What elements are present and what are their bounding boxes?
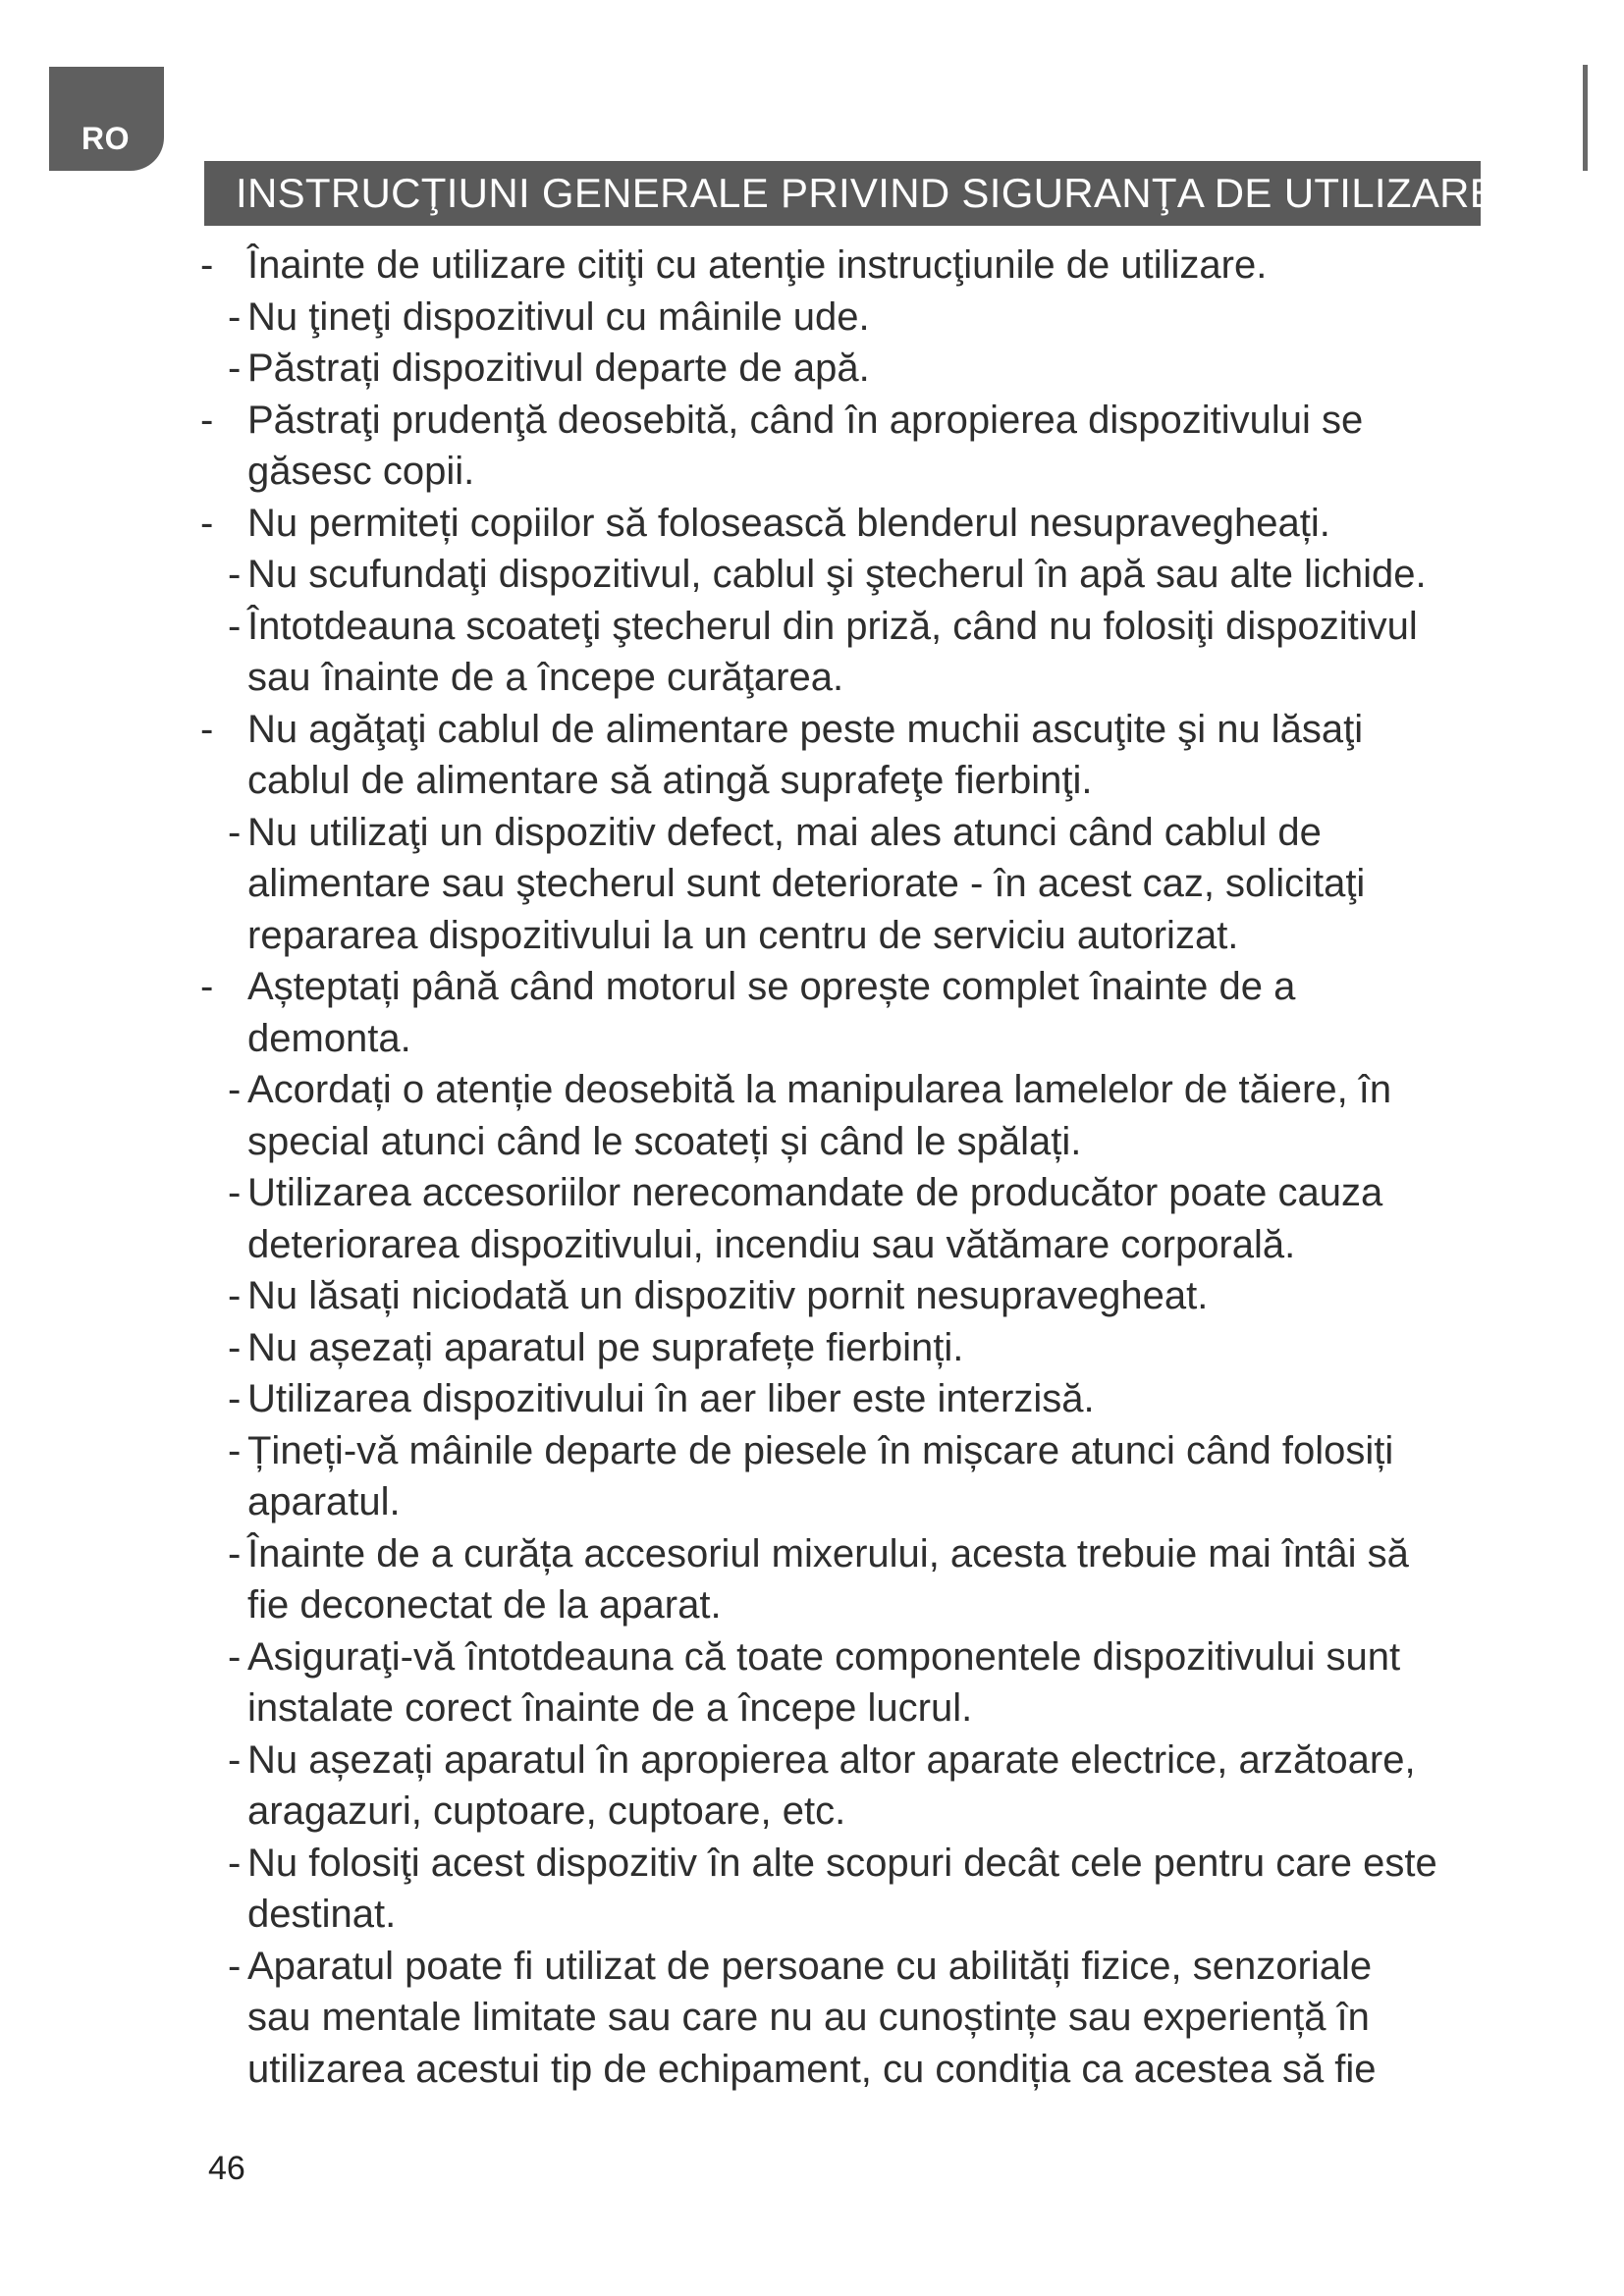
bullet-dash: - (228, 1068, 242, 1111)
instruction-item (200, 1270, 1536, 1322)
bullet-dash: - (200, 965, 214, 1008)
instruction-item (200, 240, 1536, 292)
page-number: 46 (208, 2150, 245, 2187)
instruction-item (200, 1373, 1536, 1425)
instruction-text: Întotdeauna scoateţi ştecherul din priză, când nu folosiţi dispozitivul sau înainte de a începe curăţarea. (247, 604, 1418, 699)
language-tab (49, 67, 164, 171)
instruction-text: Păstrați dispozitivul departe de apă. (247, 347, 870, 390)
instruction-text: Asiguraţi-vă întotdeauna că toate componentele dispozitivului sunt instalate corect înainte de a începe lucrul. (247, 1634, 1401, 1730)
instruction-text: Nu permiteți copiilor să folosească blenderul nesupravegheați. (247, 501, 1330, 545)
instruction-text: Nu utilizaţi un dispozitiv defect, mai ales atunci când cablul de alimentare sau ştecherul sunt deteriorate - în acest caz, solicitaţi repararea dispozitivului la un centru de serviciu autorizat. (247, 810, 1366, 957)
bullet-dash: - (228, 1274, 242, 1317)
bullet-dash: - (228, 1944, 242, 1988)
bullet-dash: - (200, 501, 214, 545)
instruction-text: Țineți-vă mâinile departe de piesele în mișcare atunci când folosiți aparatul. (247, 1428, 1394, 1523)
language-tab-label: RO (81, 121, 130, 156)
instruction-item (200, 704, 1536, 807)
instruction-item (200, 1528, 1536, 1631)
instruction-text: Aparatul poate fi utilizat de persoane cu abilități fizice, senzoriale sau mentale limitate sau care nu au cunoștințe sau experiență în utilizarea acestui tip de echipament, cu condiția ca acestea să fie (247, 1944, 1377, 2091)
instruction-item (200, 395, 1536, 498)
instruction-text: Nu așezați aparatul în apropierea altor aparate electrice, arzătoare, aragazuri, cuptoare, cuptoare, etc. (247, 1737, 1416, 1833)
section-title: INSTRUCŢIUNI GENERALE PRIVIND SIGURANŢA DE UTILIZARE (204, 161, 1481, 226)
instruction-item (200, 292, 1536, 344)
instruction-item (200, 961, 1536, 1064)
bullet-dash: - (228, 810, 242, 854)
instruction-item (200, 343, 1536, 395)
instruction-item (200, 1322, 1536, 1374)
instruction-item (200, 1735, 1536, 1838)
bullet-dash: - (228, 1634, 242, 1679)
instruction-item (200, 1064, 1536, 1167)
instruction-item (200, 1167, 1536, 1270)
instruction-item (200, 1838, 1536, 1941)
bullet-dash: - (228, 1377, 242, 1420)
instruction-text: Nu scufundaţi dispozitivul, cablul şi ştecherul în apă sau alte lichide. (247, 553, 1427, 596)
bullet-dash: - (228, 1325, 242, 1369)
instruction-text: Înainte de a curăța accesoriul mixerului, acesta trebuie mai întâi să fie deconectat de la aparat. (247, 1531, 1409, 1627)
instruction-text: Utilizarea dispozitivului în aer liber este interzisă. (247, 1377, 1095, 1420)
instruction-text: Nu așezați aparatul pe suprafețe fierbinți. (247, 1325, 964, 1369)
bullet-dash: - (228, 553, 242, 596)
bullet-dash: - (228, 1171, 242, 1214)
instruction-text: Așteptați până când motorul se oprește complet înainte de a demonta. (247, 965, 1296, 1060)
instruction-text: Păstraţi prudenţă deosebită, când în apropierea dispozitivului se găsesc copii. (247, 398, 1364, 493)
instruction-item (200, 807, 1536, 962)
instruction-text: Nu ţineţi dispozitivul cu mâinile ude. (247, 294, 870, 339)
instruction-text: Nu agăţaţi cablul de alimentare peste muchii ascuţite şi nu lăsaţi cablul de alimentare să atingă suprafeţe fierbinţi. (247, 707, 1364, 802)
instruction-text: Acordați o atenție deosebită la manipularea lamelelor de tăiere, în special atunci când le scoateți și când le spălați. (247, 1068, 1392, 1163)
page-edge-marker (1583, 65, 1588, 171)
instruction-text: Înainte de utilizare citiţi cu atenţie instrucţiunile de utilizare. (247, 243, 1268, 287)
instruction-item (200, 1941, 1536, 2096)
bullet-dash: - (228, 294, 242, 339)
instruction-item (200, 549, 1536, 601)
instruction-text: Nu lăsați niciodată un dispozitiv pornit nesupravegheat. (247, 1274, 1209, 1317)
instruction-item (200, 1425, 1536, 1528)
bullet-dash: - (200, 243, 214, 287)
bullet-dash: - (228, 1841, 242, 1885)
bullet-dash: - (228, 1428, 242, 1472)
bullet-dash: - (228, 1737, 242, 1782)
safety-instructions-list (200, 240, 1536, 2095)
instruction-item (200, 601, 1536, 704)
instruction-item (200, 498, 1536, 550)
bullet-dash: - (228, 604, 242, 648)
instruction-text: Nu folosiţi acest dispozitiv în alte scopuri decât cele pentru care este destinat. (247, 1841, 1437, 1936)
bullet-dash: - (228, 1531, 242, 1575)
instruction-item (200, 1631, 1536, 1735)
bullet-dash: - (200, 707, 214, 751)
instruction-text: Utilizarea accesoriilor nerecomandate de producător poate cauza deteriorarea dispozitivului, incendiu sau vătămare corporală. (247, 1171, 1383, 1266)
bullet-dash: - (228, 347, 242, 390)
bullet-dash: - (200, 398, 214, 442)
